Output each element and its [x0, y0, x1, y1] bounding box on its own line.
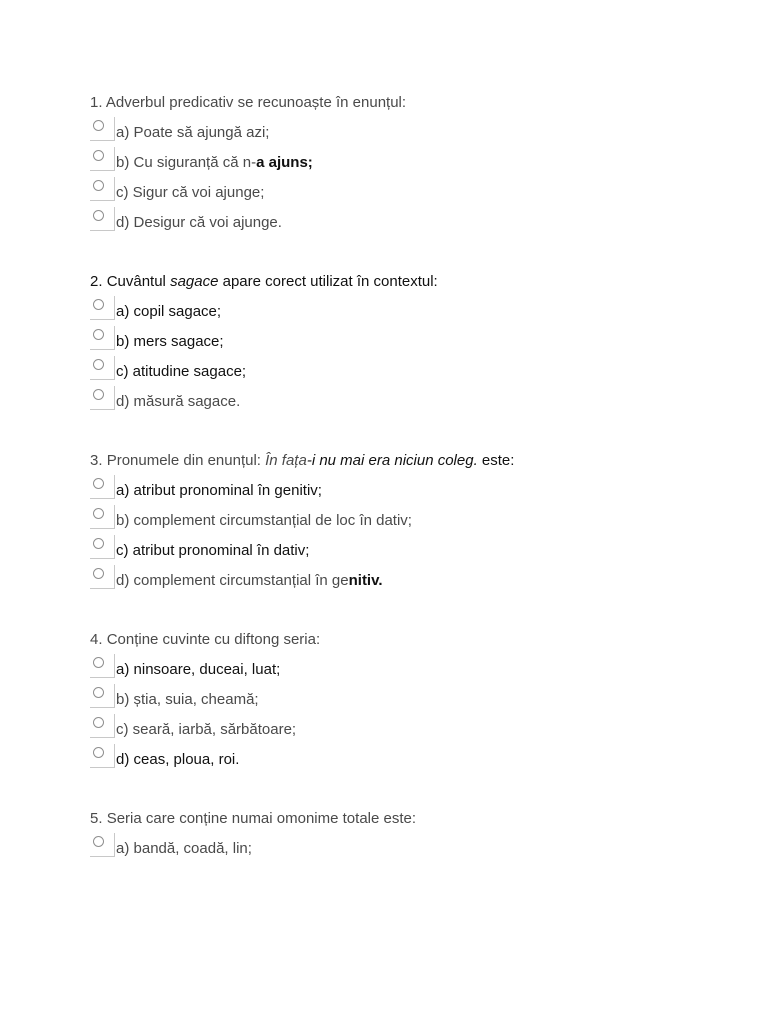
radio-button-icon[interactable] [93, 359, 104, 370]
question-2-text [90, 272, 730, 292]
option-letter: d) [116, 393, 130, 410]
question-1 [90, 93, 730, 233]
option-4c[interactable] [90, 720, 730, 740]
question-4 [90, 630, 730, 770]
question-number: 2. [90, 273, 103, 290]
radio-button-icon[interactable] [93, 180, 104, 191]
option-text: atitudine sagace; [132, 363, 247, 380]
question-number: 3. [90, 452, 103, 469]
question-4-text [90, 630, 730, 650]
question-prompt: Pronumele din enunțul: [106, 452, 266, 469]
option-letter: a) [116, 840, 130, 857]
question-prompt: Adverbul predicativ se recunoaște în enunțul: [105, 94, 407, 111]
option-text: copil sagace; [133, 303, 222, 320]
option-text: atribut pronominal în dativ; [132, 542, 310, 559]
option-2b[interactable] [90, 332, 730, 352]
option-letter: c) [116, 184, 129, 201]
question-2 [90, 272, 730, 412]
radio-button-icon[interactable] [93, 836, 104, 847]
question-term: sagace [170, 273, 219, 290]
option-letter: b) [116, 691, 130, 708]
option-text-emphasis: nitiv. [348, 572, 383, 589]
question-prompt: Cuvântul [106, 273, 171, 290]
option-letter: a) [116, 124, 130, 141]
quiz [90, 93, 730, 898]
option-letter: a) [116, 482, 130, 499]
question-quote: În fața [265, 452, 307, 469]
radio-button-icon[interactable] [93, 657, 104, 668]
question-number: 4. [90, 631, 103, 648]
question-5 [90, 809, 730, 859]
option-2c[interactable] [90, 362, 730, 382]
question-prompt: Seria care conține numai omonime totale este: [106, 810, 417, 827]
option-text: Sigur că voi ajunge; [132, 184, 265, 201]
option-text: mers sagace; [133, 333, 224, 350]
radio-button-icon[interactable] [93, 717, 104, 728]
option-1d[interactable] [90, 213, 730, 233]
radio-button-icon[interactable] [93, 478, 104, 489]
option-3c[interactable] [90, 541, 730, 561]
question-number: 5. [90, 810, 103, 827]
option-2d[interactable] [90, 392, 730, 412]
option-text: Cu siguranță că n- [133, 154, 257, 171]
option-1a[interactable] [90, 123, 730, 143]
option-text: complement circumstanțial de loc în dativ; [133, 512, 412, 529]
option-text: Poate să ajungă azi; [133, 124, 270, 141]
option-letter: d) [116, 751, 130, 768]
option-text: bandă, coadă, lin; [133, 840, 252, 857]
option-1b[interactable] [90, 153, 730, 173]
option-4a[interactable] [90, 660, 730, 680]
option-letter: b) [116, 512, 130, 529]
radio-button-icon[interactable] [93, 568, 104, 579]
radio-button-icon[interactable] [93, 508, 104, 519]
option-text: ninsoare, duceai, luat; [133, 661, 281, 678]
question-1-text [90, 93, 730, 113]
question-3-text [90, 451, 730, 471]
option-letter: c) [116, 363, 129, 380]
option-text: Desigur că voi ajunge. [133, 214, 282, 231]
option-letter: d) [116, 214, 130, 231]
radio-button-icon[interactable] [93, 210, 104, 221]
question-3 [90, 451, 730, 591]
radio-button-icon[interactable] [93, 299, 104, 310]
radio-button-icon[interactable] [93, 747, 104, 758]
question-number: 1. [90, 94, 103, 111]
option-3d[interactable] [90, 571, 730, 591]
question-quote-rest: -i nu mai era niciun coleg. [306, 452, 478, 469]
question-5-text [90, 809, 730, 829]
option-letter: c) [116, 721, 129, 738]
question-prompt-rest: apare corect utilizat în contextul: [218, 273, 438, 290]
question-prompt: Conține cuvinte cu diftong seria: [106, 631, 321, 648]
option-3b[interactable] [90, 511, 730, 531]
radio-button-icon[interactable] [93, 389, 104, 400]
option-4b[interactable] [90, 690, 730, 710]
option-3a[interactable] [90, 481, 730, 501]
option-text: măsură sagace. [133, 393, 241, 410]
option-5a[interactable] [90, 839, 730, 859]
option-text: complement circumstanțial în ge [133, 572, 349, 589]
option-text: atribut pronominal în genitiv; [133, 482, 322, 499]
option-text: știa, suia, cheamă; [133, 691, 259, 708]
option-letter: a) [116, 303, 130, 320]
option-text: ceas, ploua, roi. [133, 751, 240, 768]
radio-button-icon[interactable] [93, 329, 104, 340]
option-2a[interactable] [90, 302, 730, 322]
radio-button-icon[interactable] [93, 150, 104, 161]
option-letter: b) [116, 333, 130, 350]
option-text: seară, iarbă, sărbătoare; [132, 721, 297, 738]
radio-button-icon[interactable] [93, 538, 104, 549]
question-prompt-end: este: [477, 452, 515, 469]
option-1c[interactable] [90, 183, 730, 203]
option-4d[interactable] [90, 750, 730, 770]
option-letter: c) [116, 542, 129, 559]
radio-button-icon[interactable] [93, 120, 104, 131]
option-text-emphasis: a ajuns; [256, 154, 313, 171]
option-letter: d) [116, 572, 130, 589]
radio-button-icon[interactable] [93, 687, 104, 698]
option-letter: a) [116, 661, 130, 678]
option-letter: b) [116, 154, 130, 171]
